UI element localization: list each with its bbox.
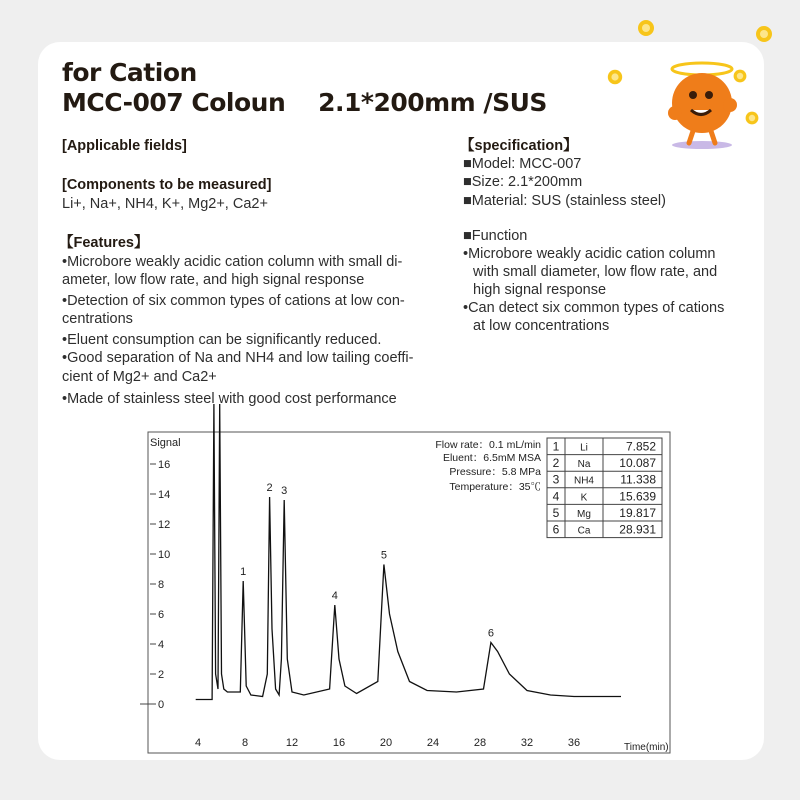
feature-line: cient of Mg2+ and Ca2+ — [62, 369, 217, 385]
features-heading: 【Features】 — [59, 235, 149, 251]
function-heading: ■Function — [463, 228, 528, 244]
peak-table-time: 11.338 — [620, 472, 656, 487]
spec-model: ■Model: MCC-007 — [463, 156, 582, 172]
feature-line: •Good separation of Na and NH4 and low tailing coeffi- — [62, 350, 414, 366]
function-line: •Can detect six common types of cations — [463, 300, 725, 316]
feature-line: •Made of stainless steel with good cost performance — [62, 391, 397, 407]
x-tick-label: 8 — [241, 737, 249, 749]
peak-table-ion: Mg — [577, 508, 591, 520]
feature-line: •Detection of six common types of cations at low con- — [62, 293, 405, 309]
components-heading: [Components to be measured] — [62, 177, 272, 193]
y-tick-label: 16 — [158, 459, 171, 471]
peak-label: 2 — [266, 482, 273, 494]
peak-table-ion: Na — [577, 459, 591, 471]
peak-table — [547, 438, 662, 538]
x-tick-label: 32 — [520, 737, 534, 749]
page-title: for Cation — [62, 58, 197, 87]
y-tick-label: 4 — [158, 639, 165, 651]
condition-flow-rate: Flow rate：0.1 mL/min — [435, 439, 541, 451]
feature-line: •Eluent consumption can be significantly reduced. — [62, 332, 382, 348]
peak-table-ion: Li — [580, 442, 588, 454]
y-tick-label: 14 — [158, 489, 171, 501]
y-tick-label: 10 — [158, 549, 171, 561]
y-tick-label: 12 — [158, 519, 171, 531]
feature-line: ameter, low flow rate, and high signal response — [62, 272, 365, 288]
function-line: with small diameter, low flow rate, and — [473, 264, 718, 280]
x-tick-label: 16 — [332, 737, 346, 749]
specification-heading: 【specification】 — [460, 138, 578, 154]
peak-label: 1 — [240, 566, 247, 578]
peak-label: 3 — [281, 485, 288, 497]
x-tick-label: 12 — [285, 737, 299, 749]
peak-table-number: 3 — [552, 472, 560, 487]
condition-pressure: Pressure：5.8 MPa — [449, 466, 541, 478]
peak-table-time: 19.817 — [619, 505, 656, 520]
y-tick-label: 8 — [158, 579, 165, 591]
peak-table-ion: K — [580, 492, 588, 504]
peak-table-time: 15.639 — [619, 489, 656, 504]
condition-eluent: Eluent：6.5mM MSA — [442, 452, 541, 464]
peak-table-time: 7.852 — [625, 439, 656, 454]
x-tick-label: 24 — [426, 737, 440, 749]
peak-table-ion: NH4 — [573, 475, 595, 487]
x-tick-label: 20 — [379, 737, 393, 749]
function-line: at low concentrations — [473, 318, 610, 334]
condition-temperature: Temperature：35℃ — [449, 481, 541, 493]
peak-table-time: 28.931 — [619, 522, 656, 537]
y-axis-label: Signal — [150, 437, 181, 449]
peak-label: 5 — [380, 549, 387, 562]
peak-table-number: 1 — [552, 439, 560, 454]
y-tick-label: 0 — [158, 699, 165, 711]
applicable-fields-heading: [Applicable fields] — [62, 138, 187, 154]
peak-table-number: 4 — [552, 489, 560, 504]
page-subtitle: MCC-007 Coloun 2.1*200mm /SUS — [62, 88, 547, 117]
peak-label: 6 — [487, 627, 494, 640]
feature-line: centrations — [62, 311, 133, 327]
y-tick-label: 6 — [158, 609, 165, 621]
x-tick-label: 28 — [473, 737, 487, 749]
peak-table-number: 5 — [552, 505, 560, 520]
peak-table-number: 2 — [552, 456, 560, 471]
feature-line: •Microbore weakly acidic cation column with small di- — [62, 254, 403, 270]
x-tick-label: 36 — [567, 737, 581, 749]
peak-table-number: 6 — [552, 522, 560, 537]
peak-label: 4 — [331, 590, 338, 602]
components-text: Li+, Na+, NH4, K+, Mg2+, Ca2+ — [62, 196, 268, 212]
spec-material: ■Material: SUS (stainless steel) — [463, 193, 666, 209]
x-axis-label: Time(min) — [624, 742, 669, 753]
peak-table-ion: Ca — [577, 525, 591, 537]
peak-table-time: 10.087 — [619, 456, 656, 471]
x-tick-label: 4 — [194, 737, 202, 749]
spec-size: ■Size: 2.1*200mm — [463, 174, 583, 190]
function-line: high signal response — [473, 282, 607, 298]
y-tick-label: 2 — [158, 669, 165, 681]
function-line: •Microbore weakly acidic cation column — [463, 246, 716, 262]
